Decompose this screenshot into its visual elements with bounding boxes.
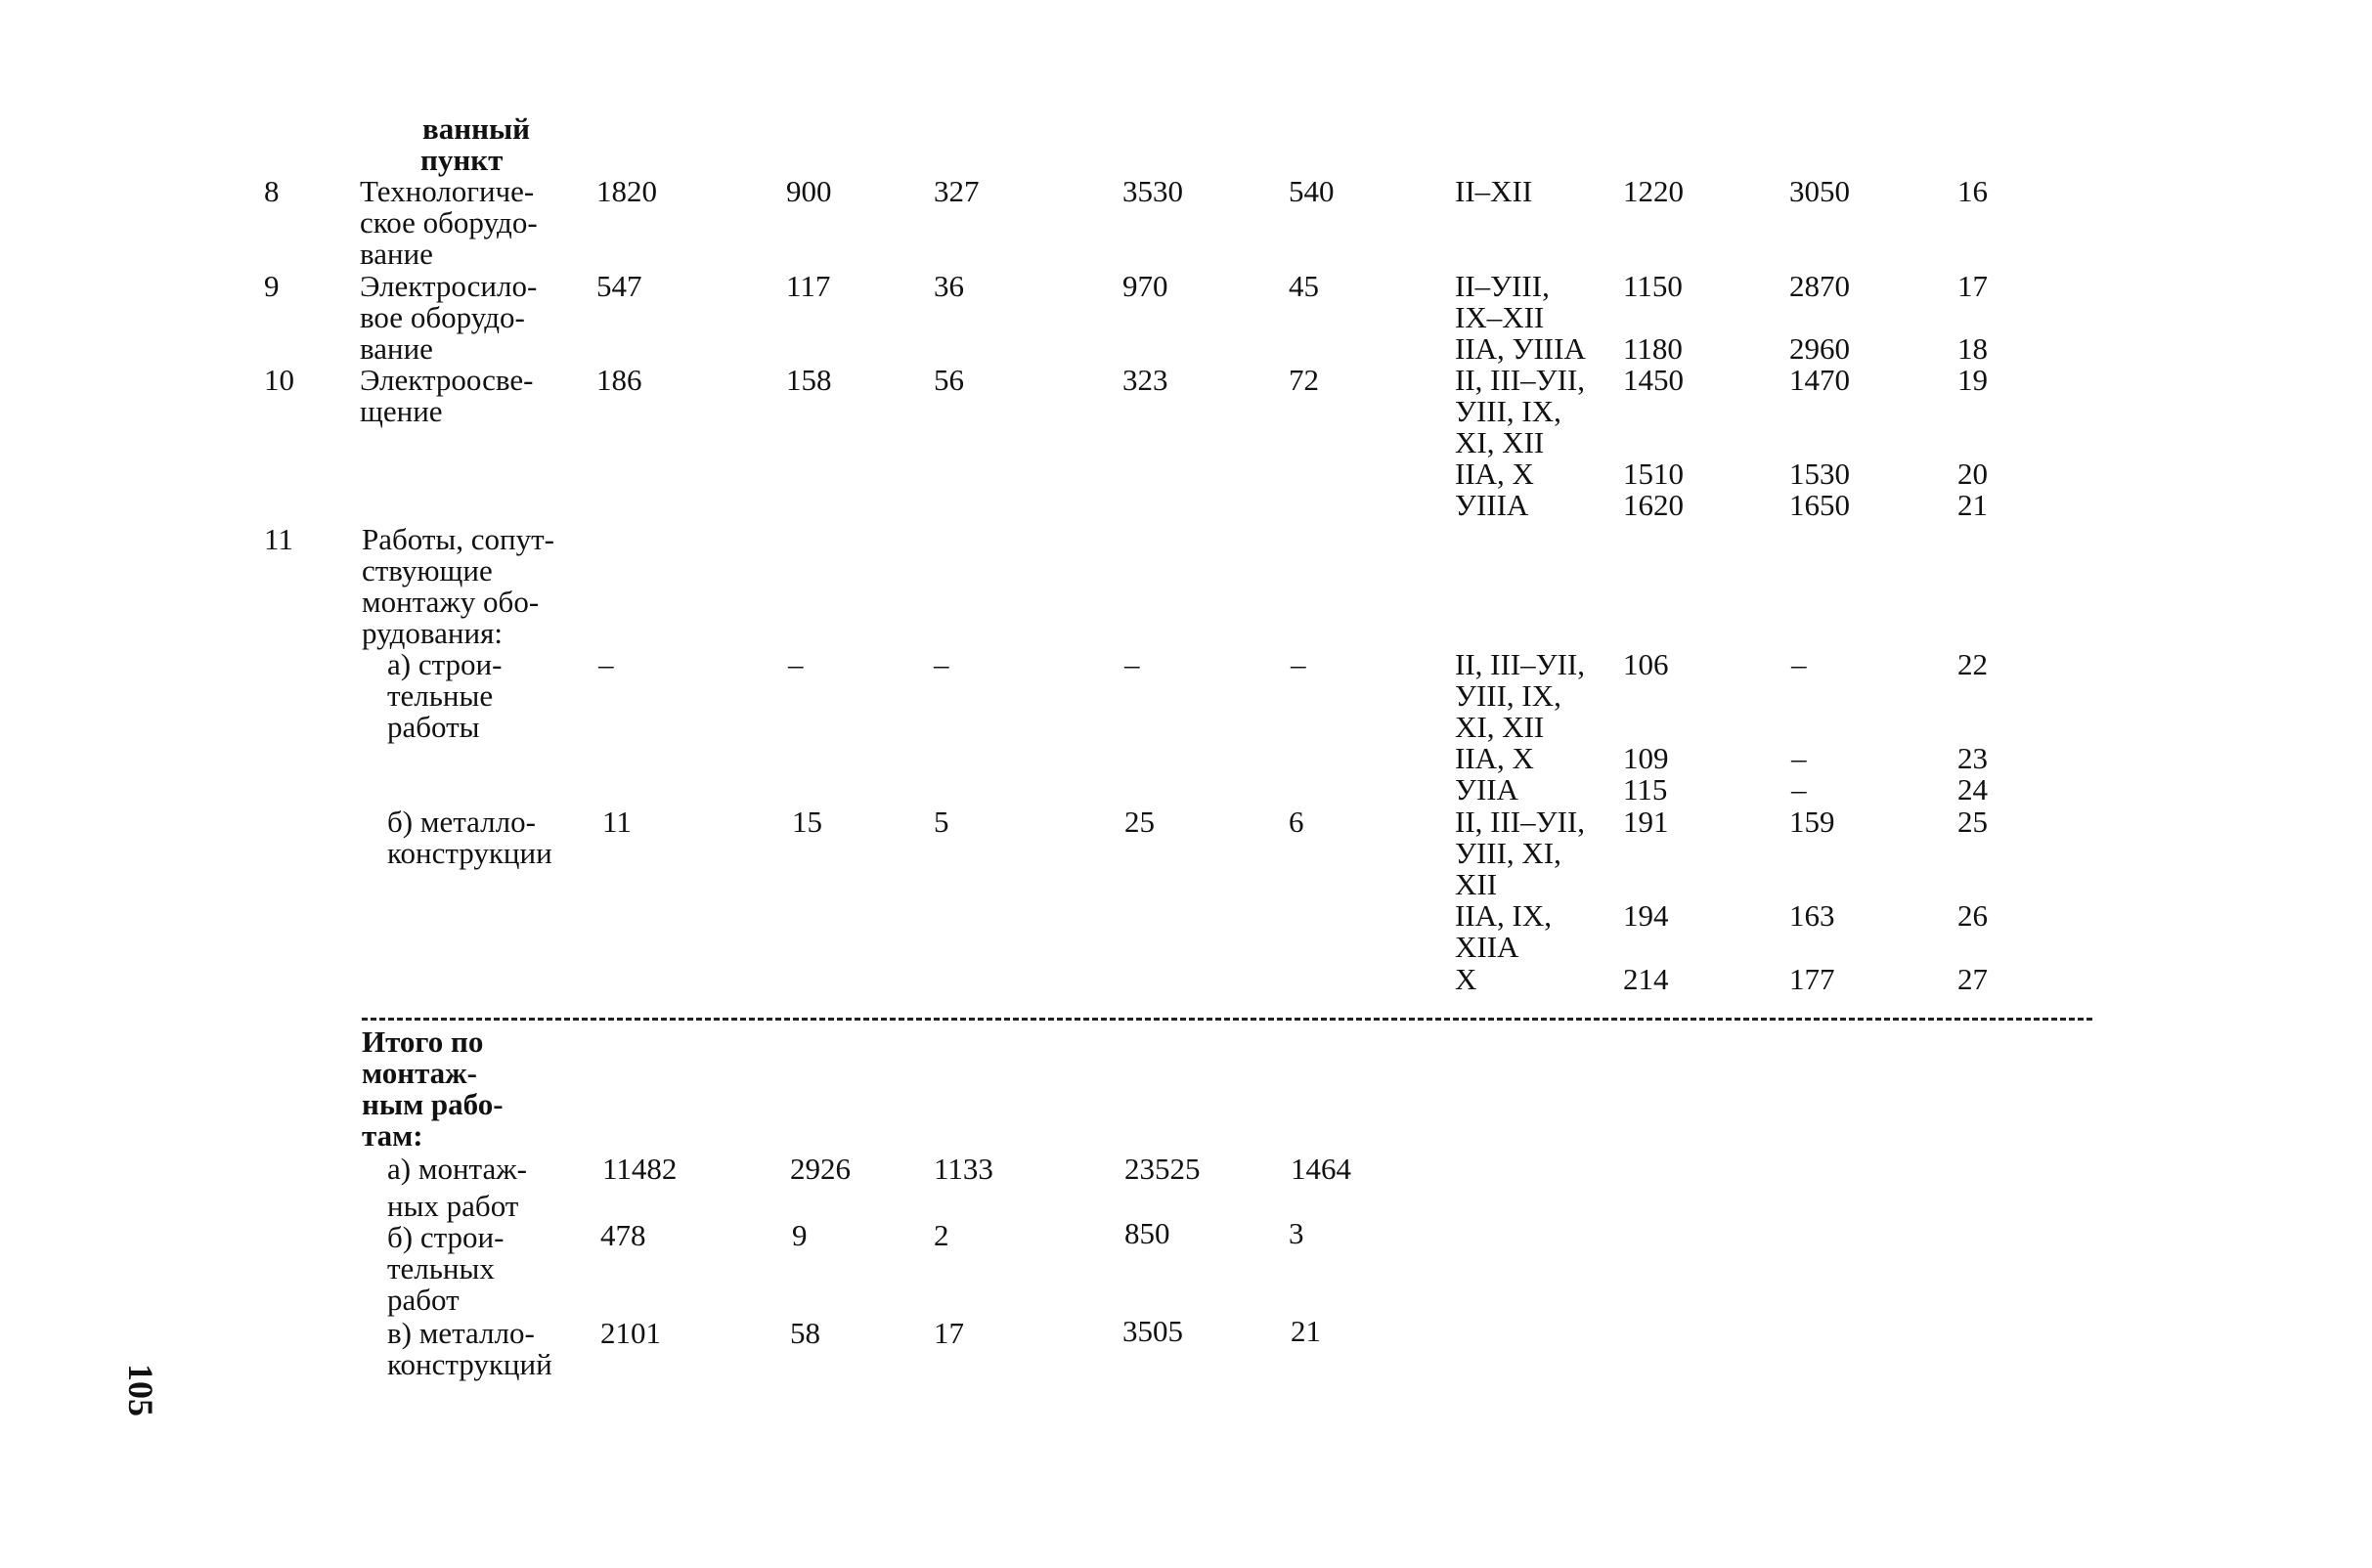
position-number: 18 bbox=[1957, 331, 1988, 366]
cell-value: 117 bbox=[786, 269, 831, 303]
cell-value: 1620 bbox=[1623, 488, 1684, 522]
position-number: 17 bbox=[1957, 269, 1988, 303]
page-number: 105 bbox=[121, 1364, 160, 1416]
cell-value: 1450 bbox=[1623, 363, 1684, 397]
region-line: УIIIA bbox=[1455, 488, 1529, 522]
cell-value: – bbox=[788, 647, 804, 681]
cell-value: 5 bbox=[934, 805, 949, 839]
row-name-line: рудования: bbox=[362, 616, 503, 650]
cell-value: 177 bbox=[1789, 962, 1835, 996]
cell-value: – bbox=[598, 647, 614, 681]
cell-value: 159 bbox=[1789, 805, 1835, 839]
cell-value: 58 bbox=[790, 1316, 820, 1350]
cell-value: 1820 bbox=[596, 174, 657, 208]
cell-value: 115 bbox=[1623, 772, 1668, 806]
position-number: 26 bbox=[1957, 898, 1988, 933]
row-name-line: ных работ bbox=[387, 1189, 519, 1223]
position-number: 19 bbox=[1957, 363, 1988, 397]
cell-value: 3 bbox=[1289, 1216, 1304, 1250]
cell-value: 970 bbox=[1122, 269, 1168, 303]
row-name-line: б) строи- bbox=[387, 1220, 505, 1254]
region-line: IX–XII bbox=[1455, 300, 1545, 334]
row-name-line: Электроосве- bbox=[360, 363, 534, 397]
cell-value: 2870 bbox=[1789, 269, 1850, 303]
row-name-line: Электросило- bbox=[360, 269, 538, 303]
cell-value: 2960 bbox=[1789, 331, 1850, 366]
totals-heading-line: ным рабо- bbox=[362, 1087, 504, 1121]
region-line: II–XII bbox=[1455, 174, 1533, 208]
row-number: 9 bbox=[264, 269, 280, 303]
region-line: II–УIII, bbox=[1455, 269, 1550, 303]
cell-value: – bbox=[934, 647, 949, 681]
row-number: 11 bbox=[264, 522, 293, 556]
cell-value: 3530 bbox=[1122, 174, 1183, 208]
cell-value: 850 bbox=[1124, 1216, 1170, 1250]
region-line: IIA, X bbox=[1455, 741, 1534, 775]
region-line: X bbox=[1455, 962, 1477, 996]
row-name-line: Технологиче- bbox=[360, 174, 535, 208]
cell-value: 1464 bbox=[1291, 1152, 1351, 1186]
cell-value: 23525 bbox=[1124, 1152, 1201, 1186]
continuation-line-2: пункт bbox=[420, 143, 504, 177]
region-line: XI, XII bbox=[1455, 710, 1545, 744]
position-number: 24 bbox=[1957, 772, 1988, 806]
cell-value: 1530 bbox=[1789, 457, 1850, 491]
cell-value: 2 bbox=[934, 1218, 949, 1252]
row-name-line: ское оборудо- bbox=[360, 205, 538, 240]
region-line: II, III–УII, bbox=[1455, 363, 1585, 397]
cell-value: 186 bbox=[596, 363, 642, 397]
row-name-line: вое оборудо- bbox=[360, 300, 525, 334]
row-name-line: а) монтаж- bbox=[387, 1152, 527, 1186]
cell-value: 3505 bbox=[1122, 1314, 1183, 1348]
cell-value: 9 bbox=[792, 1218, 808, 1252]
cell-value: 106 bbox=[1623, 647, 1669, 681]
region-line: УIII, XI, bbox=[1455, 836, 1561, 870]
row-number: 8 bbox=[264, 174, 280, 208]
cell-value: 540 bbox=[1289, 174, 1335, 208]
cell-value: 163 bbox=[1789, 898, 1835, 933]
cell-value: 72 bbox=[1289, 363, 1319, 397]
position-number: 20 bbox=[1957, 457, 1988, 491]
cell-value: 36 bbox=[934, 269, 964, 303]
row-name-line: тельных bbox=[387, 1251, 495, 1285]
region-line: XI, XII bbox=[1455, 425, 1545, 459]
cell-value: 1150 bbox=[1623, 269, 1683, 303]
row-name-line: а) строи- bbox=[387, 647, 503, 681]
region-line: XII bbox=[1455, 867, 1498, 901]
cell-value: 2101 bbox=[600, 1316, 661, 1350]
row-name-line: вание bbox=[360, 237, 433, 271]
cell-value: 900 bbox=[786, 174, 832, 208]
row-name-line: конструкций bbox=[387, 1347, 552, 1381]
row-name-line: работы bbox=[387, 710, 480, 744]
totals-heading-line: там: bbox=[362, 1118, 423, 1153]
cell-value: 323 bbox=[1122, 363, 1168, 397]
region-line: УIII, IX, bbox=[1455, 394, 1561, 428]
cell-value: 3050 bbox=[1789, 174, 1850, 208]
continuation-line-1: ванный bbox=[422, 111, 531, 146]
cell-value: 194 bbox=[1623, 898, 1669, 933]
row-name-line: монтажу обо- bbox=[362, 585, 540, 619]
region-line: IIA, IX, bbox=[1455, 898, 1552, 933]
cell-value: 45 bbox=[1289, 269, 1319, 303]
row-name-line: вание bbox=[360, 331, 433, 366]
row-name-line: в) металло- bbox=[387, 1316, 535, 1350]
cell-value: 25 bbox=[1124, 805, 1155, 839]
cell-value: 11482 bbox=[602, 1152, 678, 1186]
cell-value: 158 bbox=[786, 363, 832, 397]
row-name-line: ствующие bbox=[362, 553, 493, 588]
totals-heading-line: монтаж- bbox=[362, 1056, 477, 1090]
cell-value: 2926 bbox=[790, 1152, 851, 1186]
cell-value: – bbox=[1791, 647, 1807, 681]
cell-value: 15 bbox=[792, 805, 822, 839]
cell-value: 6 bbox=[1289, 805, 1304, 839]
cell-value: 17 bbox=[934, 1316, 964, 1350]
cell-value: 1470 bbox=[1789, 363, 1850, 397]
region-line: II, III–УII, bbox=[1455, 647, 1585, 681]
cell-value: – bbox=[1291, 647, 1306, 681]
region-line: II, III–УII, bbox=[1455, 805, 1585, 839]
row-name-line: работ bbox=[387, 1283, 460, 1317]
position-number: 16 bbox=[1957, 174, 1988, 208]
row-number: 10 bbox=[264, 363, 294, 397]
position-number: 21 bbox=[1957, 488, 1988, 522]
region-line: УIIA bbox=[1455, 772, 1518, 806]
row-name-line: конструкции bbox=[387, 836, 552, 870]
position-number: 25 bbox=[1957, 805, 1988, 839]
position-number: 23 bbox=[1957, 741, 1988, 775]
cell-value: – bbox=[1791, 772, 1807, 806]
cell-value: 214 bbox=[1623, 962, 1669, 996]
position-number: 27 bbox=[1957, 962, 1988, 996]
region-line: XIIA bbox=[1455, 930, 1519, 964]
position-number: 22 bbox=[1957, 647, 1988, 681]
row-name-line: тельные bbox=[387, 678, 494, 713]
row-name-line: щение bbox=[360, 394, 443, 428]
cell-value: 21 bbox=[1291, 1314, 1321, 1348]
cell-value: 327 bbox=[934, 174, 980, 208]
cell-value: 1180 bbox=[1623, 331, 1683, 366]
cell-value: 547 bbox=[596, 269, 642, 303]
totals-heading-line: Итого по bbox=[362, 1024, 484, 1059]
cell-value: 11 bbox=[602, 805, 632, 839]
cell-value: 1220 bbox=[1623, 174, 1684, 208]
region-line: УIII, IX, bbox=[1455, 678, 1561, 713]
cell-value: 478 bbox=[600, 1218, 646, 1252]
dashed-separator bbox=[362, 1018, 2092, 1021]
row-name-line: Работы, сопут- bbox=[362, 522, 554, 556]
cell-value: 1650 bbox=[1789, 488, 1850, 522]
region-line: IIA, УIIIА bbox=[1455, 331, 1586, 366]
cell-value: 1510 bbox=[1623, 457, 1684, 491]
region-line: IIA, X bbox=[1455, 457, 1534, 491]
cell-value: – bbox=[1124, 647, 1140, 681]
cell-value: 191 bbox=[1623, 805, 1669, 839]
cell-value: – bbox=[1791, 741, 1807, 775]
cell-value: 1133 bbox=[934, 1152, 993, 1186]
row-name-line: б) металло- bbox=[387, 805, 536, 839]
cell-value: 56 bbox=[934, 363, 964, 397]
cell-value: 109 bbox=[1623, 741, 1669, 775]
